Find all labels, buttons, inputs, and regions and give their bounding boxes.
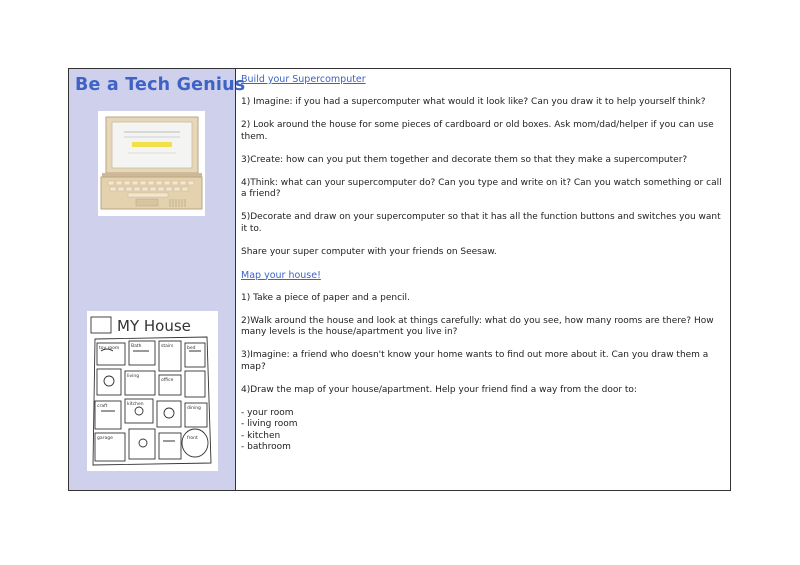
list-item: - kitchen <box>241 430 281 441</box>
page-title: Be a Tech Genius <box>75 75 246 95</box>
svg-text:toy room: toy room <box>99 346 120 351</box>
house-map-drawing <box>87 311 218 471</box>
list-item: - bathroom <box>241 442 291 452</box>
instruction-paragraph: 2) Look around the house for some pieces of cardboard or old boxes. Ask mom/dad/helper if you can use them. <box>241 120 714 142</box>
list-item: - your room <box>241 407 294 418</box>
instruction-paragraph: 2)Walk around the house and look at things carefully: what do you see, how many rooms are there? How many levels is the house/apartment you live in? <box>241 315 714 337</box>
cardboard-laptop-image <box>98 111 205 216</box>
instruction-paragraph: 1) Take a piece of paper and a pencil. <box>241 292 410 303</box>
activity-table <box>68 68 731 491</box>
sidebar-cell <box>69 69 246 490</box>
svg-text:garage: garage <box>97 436 113 441</box>
instruction-paragraph: 1) Imagine: if you had a supercomputer what would it look like? Can you draw it to help yourself think? <box>241 97 706 107</box>
svg-text:stairs: stairs <box>161 344 174 349</box>
map-drawing-title: MY House <box>117 317 191 335</box>
instructions-cell <box>236 69 730 490</box>
map-house-heading[interactable]: Map your house! <box>241 269 321 281</box>
svg-text:Bath: Bath <box>131 344 142 349</box>
instruction-paragraph: 4)Draw the map of your house/apartment. Help your friend find a way from the door to: <box>241 384 637 395</box>
svg-text:front: front <box>187 436 198 441</box>
list-item: - living room <box>241 419 298 429</box>
svg-text:dining: dining <box>187 406 201 411</box>
svg-text:living: living <box>127 374 140 379</box>
instruction-paragraph: 5)Decorate and draw on your supercomputer so that it has all the function buttons and switches you want it to. <box>241 212 721 234</box>
instruction-paragraph: 4)Think: what can your supercomputer do? Can you type and write on it? Can you watch something or call a friend? <box>241 177 722 199</box>
build-supercomputer-heading[interactable]: Build your Supercomputer <box>241 74 366 85</box>
svg-text:office: office <box>161 378 174 383</box>
svg-text:craft: craft <box>97 404 108 409</box>
destination-list <box>241 408 726 454</box>
svg-text:kitchen: kitchen <box>127 402 144 407</box>
instruction-paragraph: Share your super computer with your friends on Seesaw. <box>241 246 497 257</box>
instruction-paragraph: 3)Imagine: a friend who doesn't know your home wants to find out more about it. Can you draw them a map? <box>241 350 709 372</box>
svg-text:bed: bed <box>187 346 196 351</box>
instruction-paragraph: 3)Create: how can you put them together and decorate them so that they make a supercomputer? <box>241 154 688 165</box>
